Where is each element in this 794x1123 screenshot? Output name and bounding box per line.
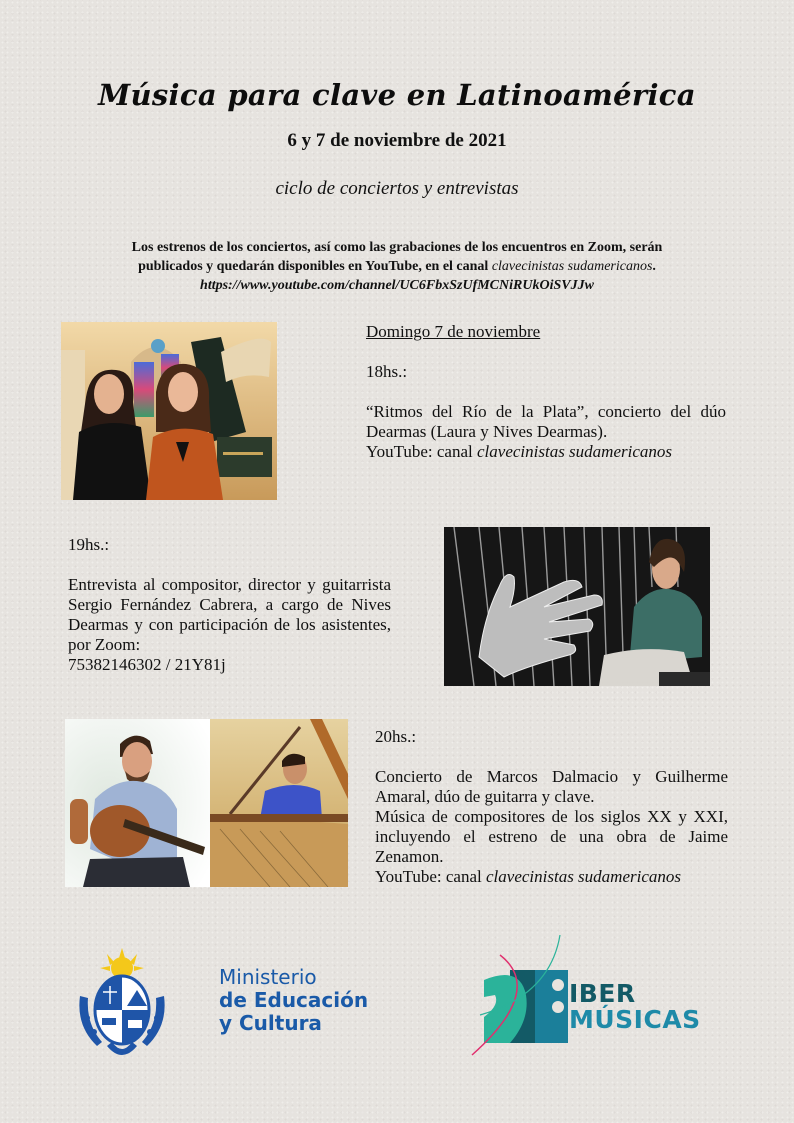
event-youtube: YouTube: canal clavecinistas sudamericanos: [366, 442, 672, 461]
youtube-channel-link[interactable]: https://www.youtube.com/channel/UC6FbxSzUfMCNiRUkOiSVJJw: [200, 278, 594, 293]
youtube-notice: [80, 238, 714, 295]
zoom-meeting-id: 75382146302 / 21Y81j: [68, 655, 226, 674]
event-youtube: YouTube: canal clavecinistas sudamericanos: [375, 867, 681, 886]
event-time: 19hs.:: [68, 535, 110, 554]
photo-guilherme-amaral: [210, 719, 348, 887]
uruguay-coat-of-arms-logo: [72, 946, 172, 1064]
channel-name: clavecinistas sudamericanos: [491, 259, 653, 274]
event-description: Entrevista al compositor, director y guitarrista Sergio Fernández Cabrera, a cargo de Nives Dearmas y con participación de los asistentes, por Zoom:: [68, 575, 391, 654]
photo-marcos-dalmacio: [65, 719, 210, 887]
channel-name: clavecinistas sudamericanos: [477, 442, 672, 461]
event-time: 18hs.:: [366, 362, 408, 381]
schedule-block-19hs: [68, 535, 391, 675]
event-subtitle: ciclo de conciertos y entrevistas: [275, 178, 519, 199]
photo-sergio-fernandez-cabrera: [444, 527, 710, 686]
page-title: Música para clave en Latinoamérica: [98, 78, 696, 112]
ibermusicas-wordmark: [569, 981, 701, 1033]
ibermusicas-line-1: IBER: [569, 979, 636, 1008]
ibermusicas-logo-mark: [470, 935, 580, 1060]
channel-name: clavecinistas sudamericanos: [486, 867, 681, 886]
ministry-line-1: Ministerio: [219, 965, 317, 989]
event-dates: 6 y 7 de noviembre de 2021: [287, 130, 507, 151]
ibermusicas-line-2: MÚSICAS: [569, 1005, 701, 1034]
notice-line-1: Los estrenos de los conciertos, así como las grabaciones de los encuentros en Zoom, serán: [131, 240, 663, 255]
schedule-block-18hs: [366, 322, 726, 462]
event-time: 20hs.:: [375, 727, 417, 746]
ministry-line-3: y Cultura: [219, 1011, 322, 1035]
event-description: Concierto de Marcos Dalmacio y Guilherme Amaral, dúo de guitarra y clave.: [375, 767, 728, 806]
photo-dearmas-duo: [61, 322, 277, 500]
event-description: “Ritmos del Río de la Plata”, concierto del dúo Dearmas (Laura y Nives Dearmas).: [366, 402, 726, 441]
notice-line-2: publicados y quedarán disponibles en YouTube, en el canal clavecinistas sudamericanos.: [138, 259, 656, 274]
ministry-line-2: de Educación: [219, 988, 369, 1012]
schedule-block-20hs: [375, 727, 728, 887]
ministry-logo: [219, 966, 368, 1035]
schedule-day-heading: Domingo 7 de noviembre: [366, 322, 541, 341]
event-detail: Música de compositores de los siglos XX y XXI, incluyendo el estreno de una obra de Jaime Zenamon.: [375, 807, 728, 866]
